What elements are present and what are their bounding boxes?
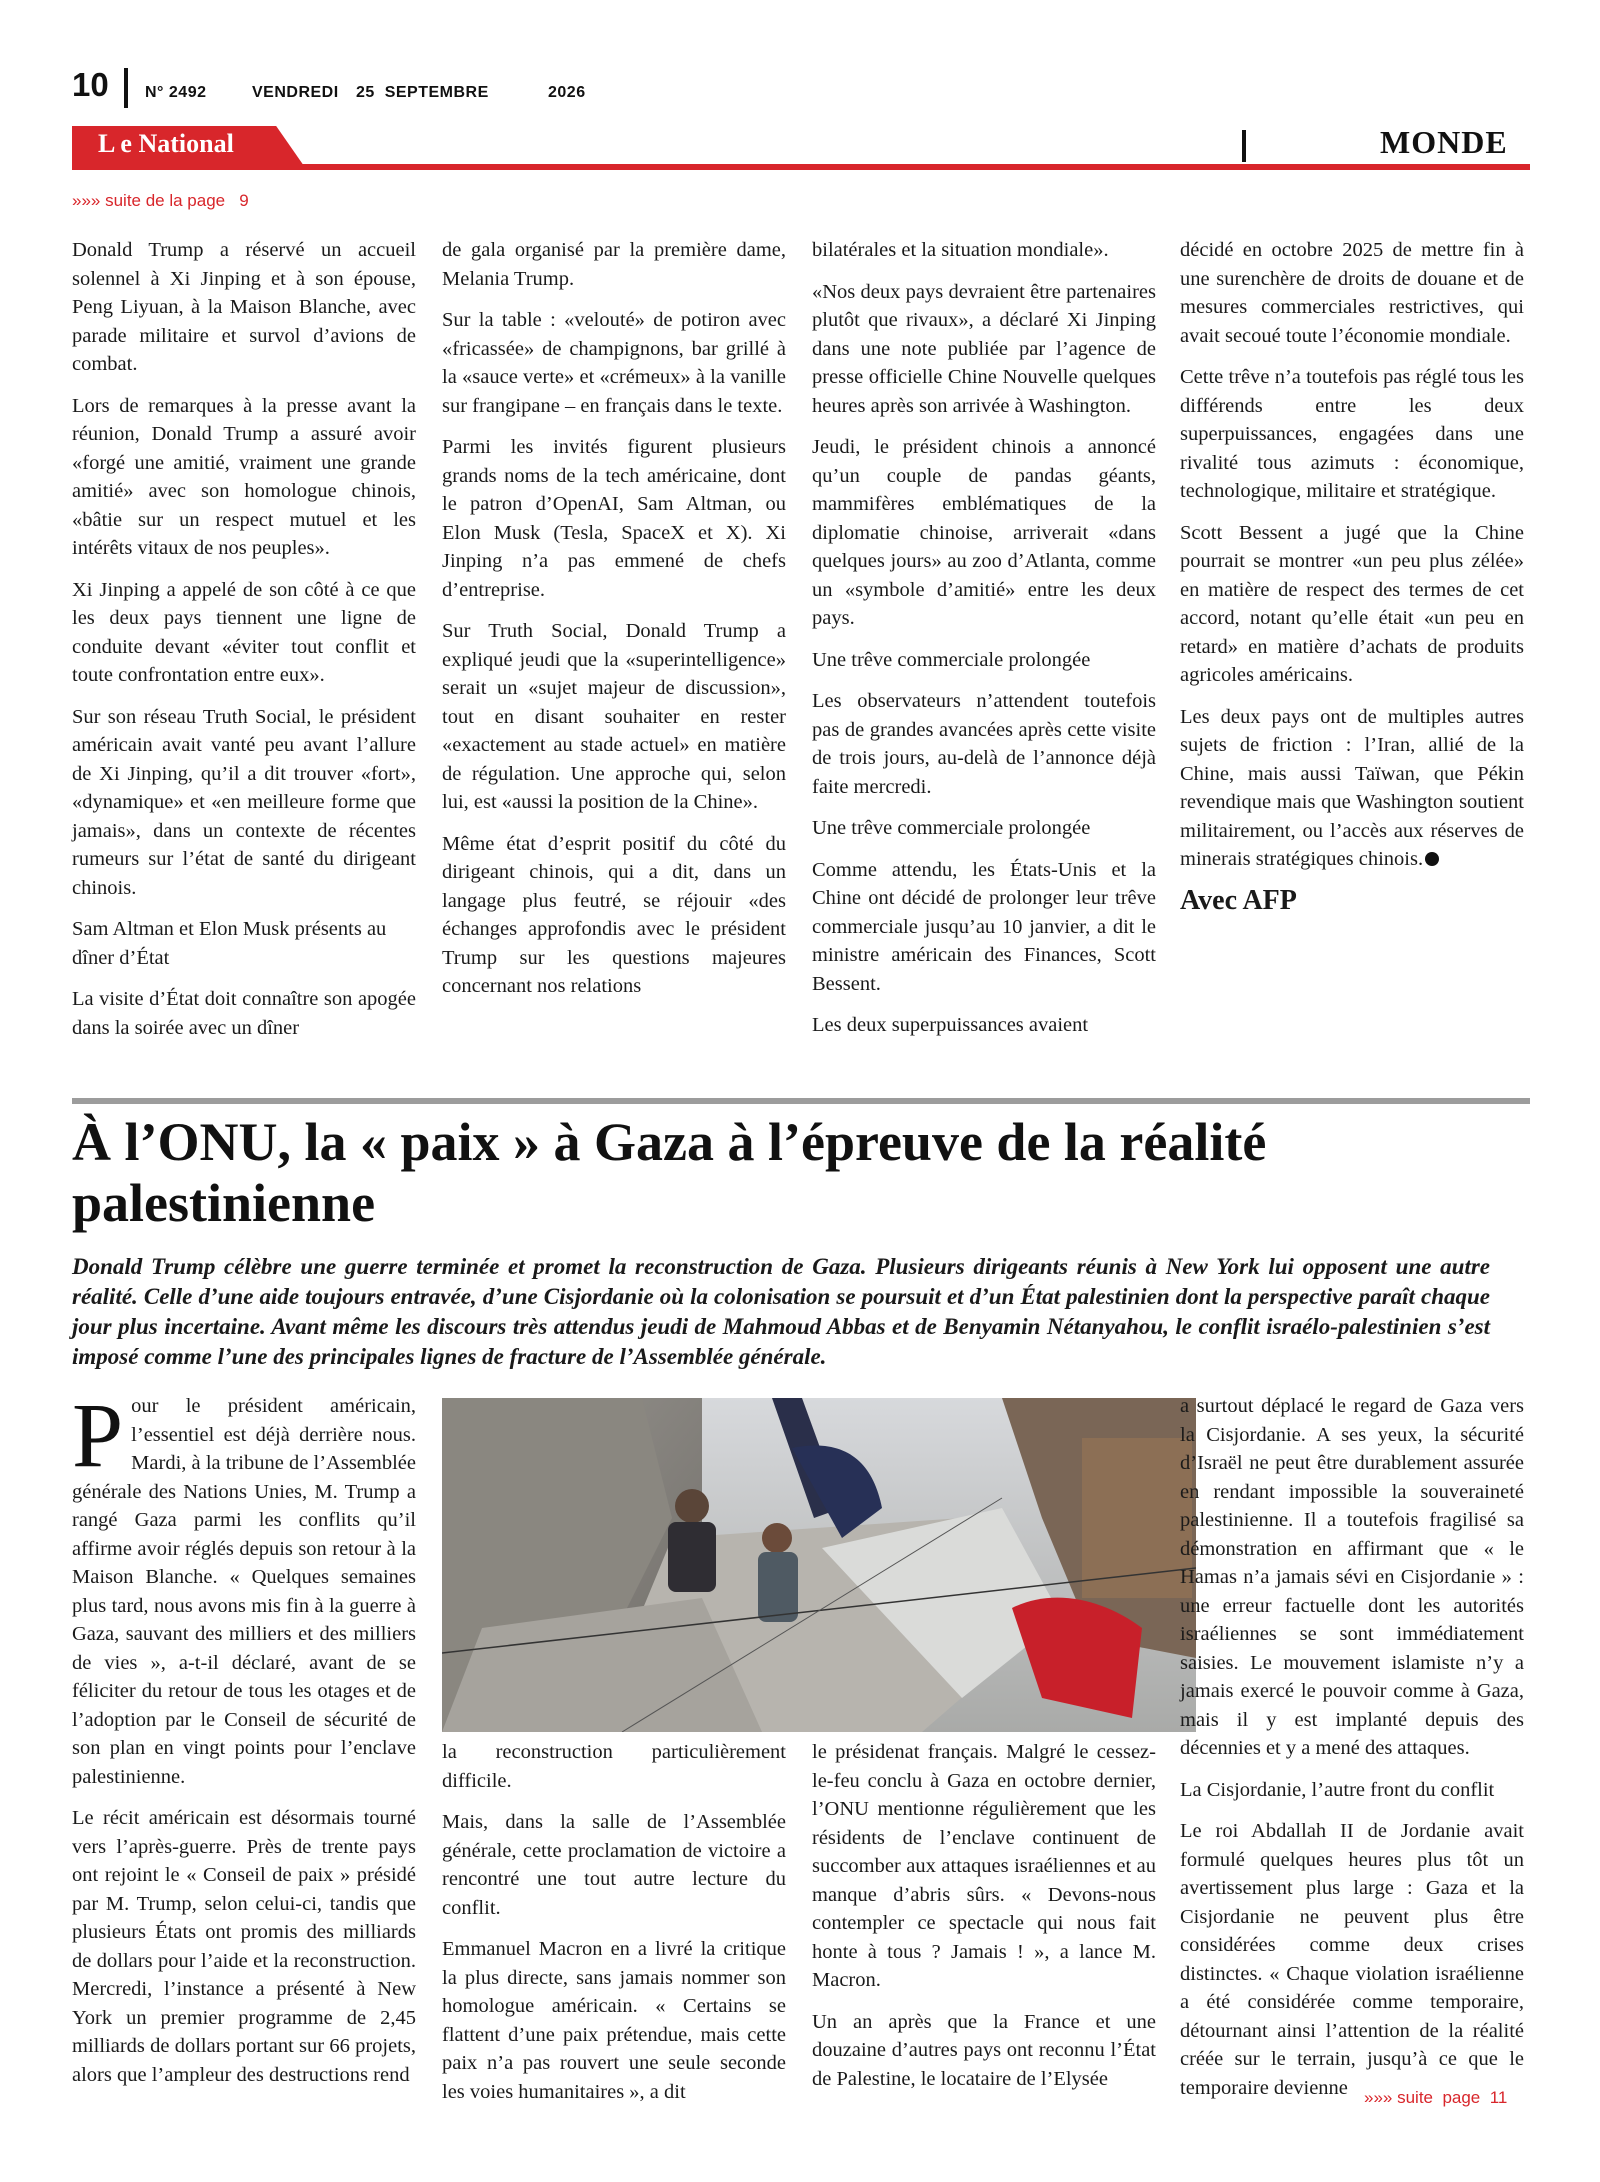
article1-paragraph: Les deux pays ont de multiples autres sujets de friction : l’Iran, allié de la Chine, mais aussi Taïwan, que Pékin revendique mais que Washington soutient militairement, ou l’accès aux réserves de minerais stratégiques chinois. <box>1180 705 1524 870</box>
article1-paragraph: Lors de remarques à la presse avant la réunion, Donald Trump a assuré avoir «forgé une amitié, vraiment une grande amitié» avec son homologue chinois, «bâtie sur un respect mutuel et les intérêts vitaux de nos peuples». <box>72 394 416 559</box>
article1-paragraph: Les observateurs n’attendent toutefois pas de grandes avancées après cette visite de trois jours, au-delà de l’annonce déjà faite mercredi. <box>812 690 1156 798</box>
article2-column-2 <box>442 1738 786 2119</box>
news-photo-gaza <box>442 1398 1196 1732</box>
article1-paragraph: La visite d’État doit connaître son apogée dans la soirée avec un dîner <box>72 988 416 1039</box>
article1-paragraph: Parmi les invités figurent plusieurs grands noms de la tech américaine, dont le patron d’OpenAI, Sam Altman, ou Elon Musk (Tesla, SpaceX et X). Xi Jinping n’a pas emmené de chefs d’entreprise. <box>442 436 786 601</box>
newspaper-logo: L e National <box>98 129 234 158</box>
article2-paragraph: le présidenat français. Malgré le cessez-le-feu conclu à Gaza en octobre dernier, l’ONU mentionne régulièrement que les résidents de l’enclave continuent de succomber aux attaques israéliennes et au manque d’abris sûrs. « Devons-nous contempler ce spectacle qui nous fait honte à tous ? Jamais ! », a lance M. Macron. <box>812 1741 1156 1991</box>
rubric-divider <box>1242 130 1246 162</box>
article2-paragraph: Emmanuel Macron en a livré la critique la plus directe, sans jamais nommer son homologue américain. « Certains se flattent d’une paix prétendue, mais cette paix n’a pas rouvert une seule seconde les voies humanitaires », a dit <box>442 1938 786 2103</box>
article1-column-3 <box>812 236 1156 1053</box>
article1-paragraph: bilatérales et la situation mondiale». <box>812 239 1109 261</box>
article2-paragraph: Mais, dans la salle de l’Assemblée générale, cette proclamation de victoire a rencontré une tout autre lecture du conflit. <box>442 1811 786 1919</box>
article1-subheading: Sam Altman et Elon Musk présents au dîner d’État <box>72 918 387 969</box>
article1-paragraph: Jeudi, le président chinois a annoncé qu’un couple de pandas géants, mammifères emblématiques de la diplomatie chinoise, arriverait «dans quelques jours» au zoo d’Atlanta, comme un «symbole d’amitié» entre les deux pays. <box>812 436 1156 629</box>
article1-paragraph: Même état d’esprit positif du côté du dirigeant chinois, qui a dit, dans un langage plus feutré, se réjouir «des échanges approfondis avec le président Trump sur les questions majeures concernant nos relations <box>442 832 786 997</box>
article2-headline: À l’ONU, la « paix » à Gaza à l’épreuve de la réalité palestinienne <box>72 1112 1267 1233</box>
article1-paragraph: décidé en octobre 2025 de mettre fin à une surenchère de droits de douane et de mesures commerciales restrictives, qui avait secoué toute l’économie mondiale. <box>1180 239 1524 347</box>
issue-date: 25 SEPTEMBRE <box>356 84 489 101</box>
article2-paragraph: Le roi Abdallah II de Jordanie avait formulé quelques heures plus tôt un avertissement plus large : Gaza et la Cisjordanie ne peuvent plus être considérées comme deux crises distinctes. « Chaque violation israélienne a été considérée comme temporaire, détournant ainsi l’attention de la réalité créée sur le terrain, jusqu’à ce que le temporaire devienne <box>1180 1820 1524 2099</box>
article1-paragraph: Comme attendu, les États-Unis et la Chine ont décidé de prolonger leur trêve commerciale jusqu’au 10 janvier, a dit le ministre américain des Finances, Scott Bessent. <box>812 858 1156 995</box>
article1-paragraph: Sur la table : «velouté» de potiron avec «fricassée» de champignons, bar grillé à la «sauce verte» et «crémeux» à la vanille sur frangipane – en français dans le texte. <box>442 309 786 417</box>
article2-paragraph: Le récit américain est désormais tourné vers l’après-guerre. Près de trente pays ont rejoint le « Conseil de paix » présidé par M. Trump, selon celui-ci, tandis que plusieurs États ont promis des milliards de dollars pour l’aide et la reconstruction. Mercredi, l’instance a présenté à New York un premier programme de 2,45 milliards de dollars portant sur 66 projets, alors que l’ampleur des destructions rend <box>72 1807 416 2086</box>
article2-paragraph: a surtout déplacé le regard de Gaza vers la Cisjordanie. A ses yeux, la sécurité d’Israël ne peut être durablement assurée en rendant impossible la souveraineté palestinienne. Il a toutefois fragilisé sa démonstration en affirmant que « le Hamas n’a jamais sévi en Cisjordanie » : une erreur factuelle dont les autorités israéliennes se sont immédiatement saisies. Le mouvement islamiste n’y a jamais exercé le pouvoir comme à Gaza, mais il y est implanté depuis des décennies et y a mené des attaques. <box>1180 1395 1524 1759</box>
section-divider-rule <box>72 1098 1530 1104</box>
continued-from-link[interactable]: »»» suite de la page 9 <box>72 191 249 210</box>
continued-on-link[interactable]: »»» suite page 11 <box>1364 2088 1508 2107</box>
issue-year: 2026 <box>548 84 586 101</box>
article1-subheading: Une trêve commerciale prolongée <box>812 817 1091 839</box>
article2-column-1 <box>72 1384 416 2102</box>
page-number-divider <box>124 68 128 108</box>
drop-cap: P <box>72 1384 124 1486</box>
end-of-article-icon <box>1425 852 1439 866</box>
article1-paragraph: Scott Bessent a jugé que la Chine pourrait se montrer «un peu plus zélée» en matière de respect des termes de cet accord, notant qu’elle était «un peu en retard» en matière d’achats de produits agricoles américains. <box>1180 521 1524 686</box>
article2-lead: Donald Trump célèbre une guerre terminée et promet la reconstruction de Gaza. Plusieurs dirigeants réunis à New York lui opposent une autre réalité. Celle d’une aide toujours entravée, d’une Cisjordanie où la colonisation se poursuit et d’un État palestinien dont la perspective paraît chaque jour plus incertaine. Avant même les discours très attendus jeudi de Mahmoud Abbas et de Benyamin Nétanyahou, le conflit israélo-palestinien s’est imposé comme l’une des principales lignes de fracture de l’Assemblée générale. <box>72 1254 1490 1369</box>
article2-column-4 <box>1180 1392 1524 2115</box>
article1-column-4 <box>1180 236 1524 915</box>
issue-day: VENDREDI <box>252 84 339 101</box>
article2-paragraph: la reconstruction particulièrement difficile. <box>442 1741 786 1792</box>
article1-column-2 <box>442 236 786 1014</box>
article1-paragraph: de gala organisé par la première dame, Melania Trump. <box>442 239 786 290</box>
article2-column-3 <box>812 1738 1156 2106</box>
article1-paragraph: «Nos deux pays devraient être partenaires plutôt que rivaux», a déclaré Xi Jinping dans une note publiée par l’agence de presse officielle Chine Nouvelle quelques heures après son arrivée à Washington. <box>812 280 1156 417</box>
article1-paragraph: Cette trêve n’a toutefois pas réglé tous les différends entre les deux superpuissances, engagées dans une rivalité tous azimuts : économique, technologique, militaire et stratégique. <box>1180 366 1524 502</box>
article1-paragraph: Donald Trump a réservé un accueil solennel à Xi Jinping et à son épouse, Peng Liyuan, à la Maison Blanche, avec parade militaire et survol d’avions de combat. <box>72 239 416 375</box>
article2-first-paragraph: our le président américain, l’essentiel est déjà derrière nous. Mardi, à la tribune de l’Assemblée générale des Nations Unies, M. Trump a rangé Gaza parmi les conflits qu’il affirme avoir réglés depuis son retour à la Maison Blanche. « Quelques semaines plus tard, nous avons mis fin à la guerre à Gaza, sauvant des milliers et des milliers de vies », a-t-il déclaré, avant de se féliciter du retour de tous les otages et de l’adoption par le Conseil de sécurité de son plan en vingt points pour l’enclave palestinienne. <box>72 1395 416 1788</box>
article1-subheading: Une trêve commerciale prolongée <box>812 648 1091 671</box>
header-red-rule <box>72 164 1530 170</box>
page-number: 10 <box>72 66 109 103</box>
article1-paragraph: Xi Jinping a appelé de son côté à ce que les deux pays tiennent une ligne de conduite devant «éviter tout conflit et toute confrontation entre eux». <box>72 578 416 686</box>
article1-paragraph: Sur son réseau Truth Social, le président américain avait vanté peu avant l’allure de Xi Jinping, qu’il a dit trouver «fort», «dynamique» et «en meilleure forme que jamais», dans un contexte de récentes rumeurs sur l’état de santé du dirigeant chinois. <box>72 705 416 899</box>
photo-illustration <box>442 1398 1196 1732</box>
article2-paragraph: Un an après que la France et une douzaine d’autres pays ont reconnu l’État de Palestine, le locataire de l’Elysée <box>812 2010 1156 2090</box>
issue-number: N° 2492 <box>145 84 207 101</box>
article1-paragraph: Sur Truth Social, Donald Trump a expliqué jeudi que la «superintelligence» serait un «sujet majeur de discussion», tout en disant souhaiter en rester «exactement au stade actuel» en matière de régulation. Une approche qui, selon lui, est «aussi la position de la Chine». <box>442 620 786 813</box>
article2-subheading: La Cisjordanie, l’autre front du conflit <box>1180 1778 1495 1801</box>
section-rubric: MONDE <box>1380 124 1508 160</box>
article1-byline: Avec AFP <box>1180 884 1297 916</box>
article1-column-1 <box>72 236 416 1055</box>
article1-paragraph: Les deux superpuissances avaient <box>812 1014 1089 1036</box>
